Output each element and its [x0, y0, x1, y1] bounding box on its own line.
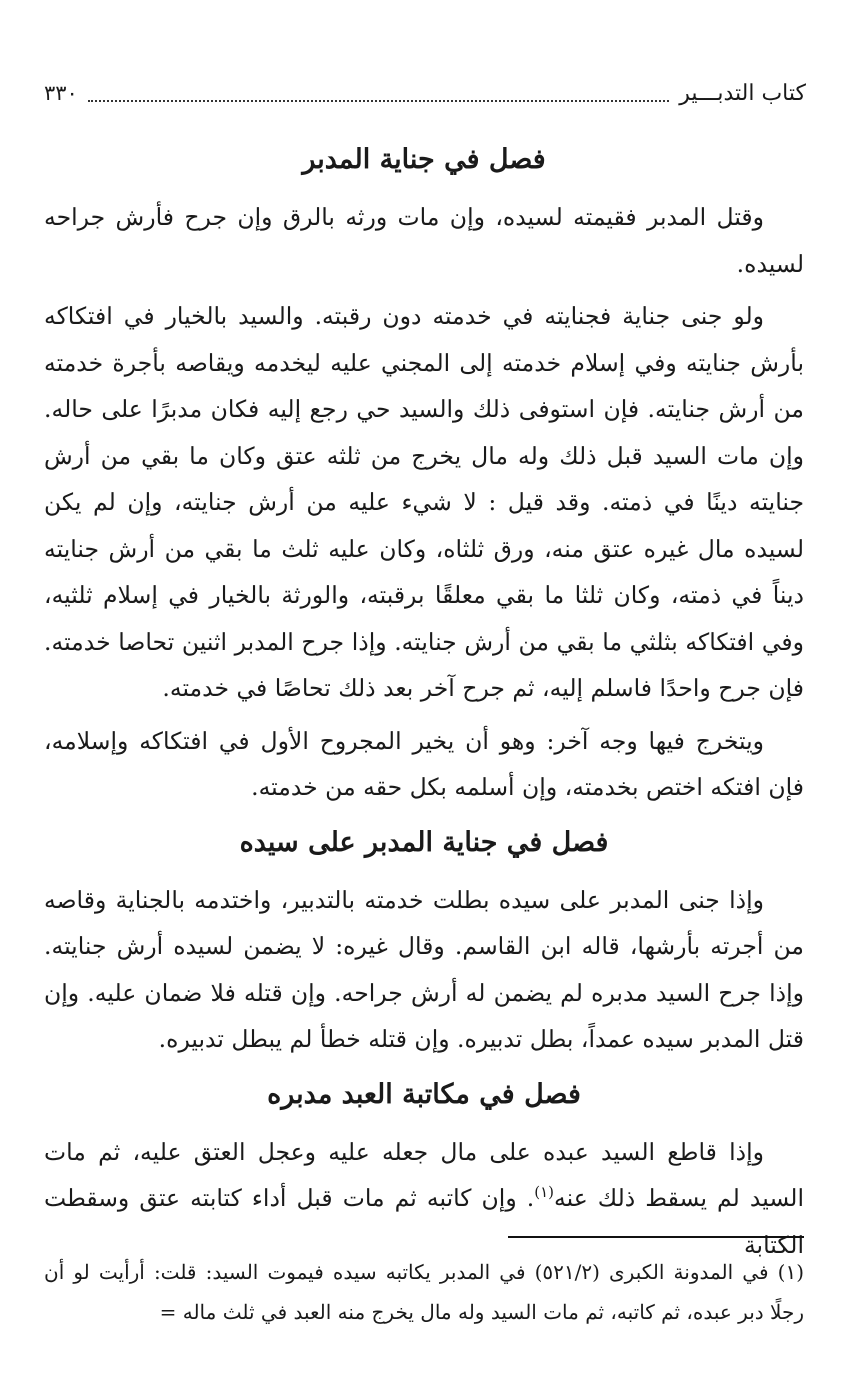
paragraph-text: وإذا قاطع السيد عبده على مال جعله عليه وعجل العتق عليه، ثم مات السيد لم يسقط ذلك عنه	[44, 1137, 804, 1212]
paragraph: ولو جنى جناية فجنايته في خدمته دون رقبته. والسيد بالخيار في افتكاكه بأرش جنايته وفي إسلام خدمته إلى المجني عليه ليخدمه ويقاصه بأجرة خدمته من أرش جنايته. فإن استوفى ذلك والسيد حي رجع إليه فكان مدبرًا على حاله. وإن مات السيد قبل ذلك وله مال يخرج من ثلثه عتق وكان ما بقي من أرش جنايته دينًا في ذمته. وقد قيل : لا شيء عليه من أرش جنايته، وإن لم يكن لسيده مال غيره عتق منه، ورق ثلثاه، وكان عليه ثلث ما بقي من أرش جنايته ديناً في ذمته، وكان ثلثا ما بقي معلقًا برقبته، والورثة بالخيار في إسلام ثلثيه، وفي افتكاكه بثلثي ما بقي من أرش جنايته. وإذا جرح المدبر اثنين تحاصا خدمته. فإن جرح واحدًا فاسلم إليه، ثم جرح آخر بعد ذلك تحاصًا في خدمته.	[44, 302, 804, 702]
section-heading-mudabbar-crime: فصل في جناية المدبر	[302, 144, 546, 175]
paragraph-text: . وإن كاتبه ثم مات قبل أداء كتابته عتق وسقطت الكتابة	[44, 1184, 804, 1259]
page-number: ٣٣٠	[44, 81, 78, 105]
footnote-separator	[508, 1236, 804, 1238]
paragraph: ويتخرج فيها وجه آخر: وهو أن يخير المجروح الأول في افتكاكه وإسلامه، فإن افتكه اختص بخدمته، وإن أسلمه بكل حقه من خدمته.	[44, 726, 804, 801]
paragraph: وقتل المدبر فقيمته لسيده، وإن مات ورثه بالرق وإن جرح فأرش جراحه لسيده.	[44, 203, 804, 278]
footnote-reference[interactable]: (١)	[534, 1183, 554, 1202]
paragraph	[44, 1129, 804, 1269]
main-text	[44, 128, 804, 1274]
running-header	[44, 76, 806, 110]
running-header-title: كتاب التدبـــير	[679, 80, 806, 106]
footnote: (١) في المدونة الكبرى (٥٢١/٢) في المدبر يكاتبه سيده فيموت السيد: قلت: أرأيت لو أن رجلًا دبر عبده، ثم كاتبه، ثم مات السيد وله مال يخرج منه العبد في ثلث ماله =	[44, 1260, 804, 1324]
section-heading-kitaba: فصل في مكاتبة العبد مدبره	[267, 1078, 581, 1110]
paragraph: وإذا جنى المدبر على سيده بطلت خدمته بالتدبير، واختدمه بالجناية وقاصه من أجرته بأرشها، قاله ابن القاسم. وقال غيره: لا يضمن لسيده أرش جنايته. وإذا جرح السيد مدبره لم يضمن له أرش جراحه. وإن قتله فلا ضمان عليه. وإن قتل المدبر سيده عمداً، بطل تدبيره. وإن قتله خطأ لم يبطل تدبيره.	[44, 885, 804, 1053]
dotted-leader	[88, 84, 669, 102]
section-heading-crime-against-master: فصل في جناية المدبر على سيده	[239, 826, 609, 858]
